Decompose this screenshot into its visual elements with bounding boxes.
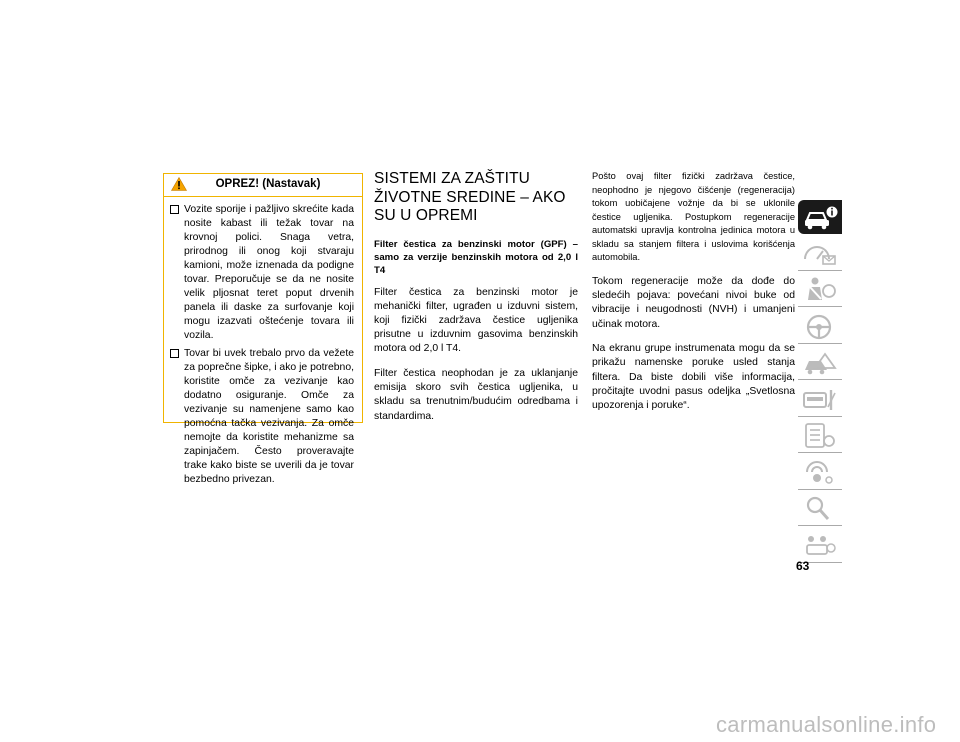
specifications-list-icon — [801, 421, 839, 449]
tab-index[interactable] — [798, 491, 842, 526]
caution-box — [163, 173, 363, 485]
right-column — [592, 170, 795, 421]
car-service-tools-icon — [801, 385, 839, 413]
languages-icon — [801, 531, 839, 559]
seatbelt-person-icon — [801, 275, 839, 303]
tab-multimedia[interactable] — [798, 455, 842, 490]
tab-specifications[interactable] — [798, 418, 842, 453]
section-paragraph: Filter čestica neophodan je za uklanjanje emisija skoro svih čestica ugljenika, u skladu sa trenutnim/budućim odredbama i standardima. — [374, 367, 578, 422]
tab-car-info[interactable] — [798, 200, 842, 234]
car-crash-icon — [801, 348, 839, 376]
caution-item-text: Tovar bi uvek trebalo prvo da vežete za poprečne šipke, i ako je potrebno, koristite omče za vezivanje kao dodatno osiguranje. Omče za vezivanje su namenjene samo kao pomoćna tačka vezivanja. Za omče nemojte da koristite mehanizme sa zapinjačem. Često proveravajte trake kako biste se uverili da je tovar bezbedno privezan. — [184, 348, 354, 485]
section-subheading: Filter čestica za benzinski motor (GPF) – samo za verzije benzinskih motora od 2,0 l T4 — [374, 238, 578, 276]
caution-title: OPREZ! (Nastavak) — [215, 178, 321, 190]
regeneration-paragraph: Pošto ovaj filter fizički zadržava čestice, neophodno je njegovo čišćenje (regeneracija) tokom uobičajene vožnje da bi se uklonile čestice ugljenika. Postupkom regeneracije automatski upravlja kontrolna jedinica motora u skladu sa stanjem filtera i uslovima korišćenja automobila. — [592, 171, 795, 262]
caution-header — [164, 174, 362, 197]
multimedia-icon — [801, 458, 839, 486]
index-search-icon — [801, 494, 839, 522]
dashboard-warning-icon — [801, 239, 839, 267]
caution-list — [164, 197, 362, 487]
page-number: 63 — [796, 559, 810, 573]
chapter-tabs — [798, 200, 842, 564]
checkbox-bullet-icon — [170, 349, 179, 358]
tab-driving[interactable] — [798, 309, 842, 344]
nvh-paragraph: Tokom regeneracije može da dođe do sledećih pojava: povećani nivoi buke od vibracije i neugodnosti (NVH) i umanjeni učinak motora. — [592, 275, 795, 330]
environment-section — [374, 170, 578, 432]
tab-safety[interactable] — [798, 272, 842, 307]
caution-item — [170, 203, 354, 343]
section-heading: SISTEMI ZA ZAŠTITU ŽIVOTNE SREDINE – AKO SU U OPREMI — [374, 170, 566, 224]
tab-service[interactable] — [798, 382, 842, 417]
caution-item-text: Vozite sporije i pažljivo skrećite kada nosite kabast ili težak tovar na krovnoj polici. Snaga vetra, prirodnog ili onog koji stvaraju kamioni, može iznenada da podigne tovar. Preporučuje se da ne nosite velik pljosnat teret poput drvenih panela ili daske za surfovanje koji mogu izazvati oštećenje tovara ili vozila. — [184, 204, 354, 341]
checkbox-bullet-icon — [170, 205, 179, 214]
steering-wheel-icon — [801, 312, 839, 340]
car-info-icon — [801, 203, 839, 231]
tab-dashboard[interactable] — [798, 236, 842, 271]
tab-languages[interactable] — [798, 528, 842, 563]
messages-paragraph: Na ekranu grupe instrumenata mogu da se prikažu namenske poruke usled stanja filtera. Da biste dobili više informacija, pročitajte uvodni pasus odeljka „Svetlosna upozorenja i poruke“. — [592, 343, 795, 411]
section-paragraph: Filter čestica za benzinski motor je mehanički filter, ugrađen u izduvni sistem, koji fizički zadržava čestice ugljenika prisutne u izduvnim gasovima benzinskih motora od 2,0 l T4. — [374, 286, 578, 355]
caution-item — [170, 347, 354, 487]
tab-emergency[interactable] — [798, 345, 842, 380]
watermark: carmanualsonline.info — [716, 712, 937, 737]
